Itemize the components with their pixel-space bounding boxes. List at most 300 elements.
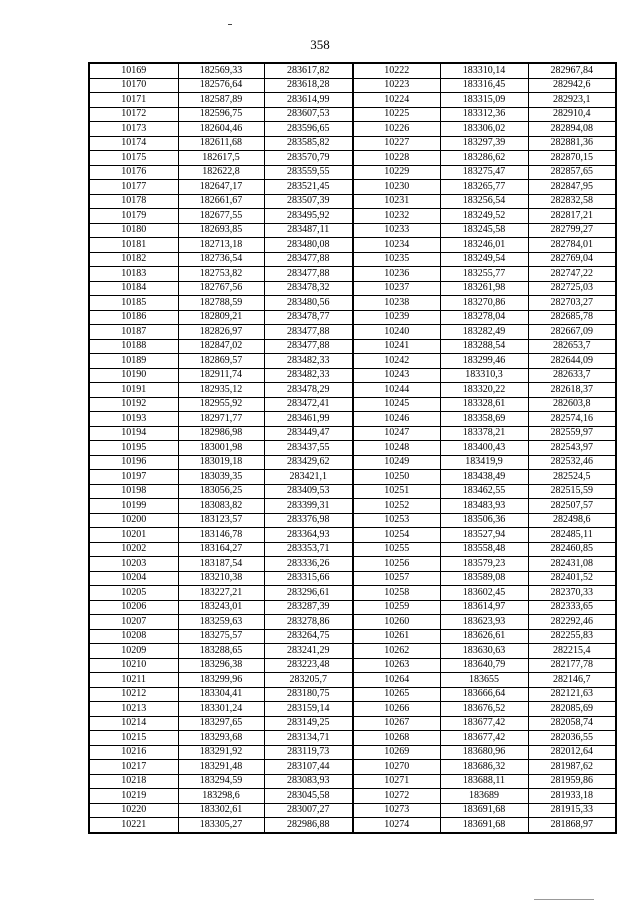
cell-point-number-right: 10230 — [353, 180, 440, 195]
cell-y-coordinate-left: 283449,47 — [264, 426, 353, 441]
cell-point-number-left: 10199 — [89, 499, 178, 514]
cell-y-coordinate-right: 282747,22 — [528, 267, 616, 282]
cell-point-number-right: 10257 — [353, 571, 440, 586]
cell-y-coordinate-left: 283399,31 — [264, 499, 353, 514]
cell-point-number-left: 10211 — [89, 673, 178, 688]
cell-x-coordinate-right: 183655 — [440, 673, 528, 688]
cell-y-coordinate-right: 282603,8 — [528, 397, 616, 412]
cell-point-number-left: 10170 — [89, 78, 178, 93]
cell-y-coordinate-left: 283264,75 — [264, 629, 353, 644]
cell-y-coordinate-right: 282121,63 — [528, 687, 616, 702]
cell-y-coordinate-left: 283570,79 — [264, 151, 353, 166]
cell-x-coordinate-left: 182788,59 — [178, 296, 264, 311]
cell-point-number-right: 10251 — [353, 484, 440, 499]
cell-x-coordinate-left: 182767,56 — [178, 281, 264, 296]
cell-point-number-right: 10264 — [353, 673, 440, 688]
cell-point-number-right: 10227 — [353, 136, 440, 151]
cell-point-number-left: 10190 — [89, 368, 178, 383]
cell-x-coordinate-left: 183297,65 — [178, 716, 264, 731]
cell-y-coordinate-left: 283278,86 — [264, 615, 353, 630]
cell-y-coordinate-right: 282644,09 — [528, 354, 616, 369]
cell-point-number-left: 10192 — [89, 397, 178, 412]
cell-y-coordinate-right: 282667,09 — [528, 325, 616, 340]
cell-y-coordinate-right: 282524,5 — [528, 470, 616, 485]
cell-y-coordinate-right: 282942,6 — [528, 78, 616, 93]
cell-point-number-left: 10215 — [89, 731, 178, 746]
table-row — [89, 209, 616, 224]
table-row — [89, 339, 616, 354]
cell-y-coordinate-right: 282784,01 — [528, 238, 616, 253]
cell-y-coordinate-left: 283482,33 — [264, 354, 353, 369]
cell-x-coordinate-right: 183265,77 — [440, 180, 528, 195]
cell-y-coordinate-right: 282574,16 — [528, 412, 616, 427]
cell-point-number-left: 10208 — [89, 629, 178, 644]
cell-point-number-right: 10274 — [353, 818, 440, 833]
cell-x-coordinate-right: 183299,46 — [440, 354, 528, 369]
cell-x-coordinate-right: 183306,02 — [440, 122, 528, 137]
table-row — [89, 499, 616, 514]
cell-point-number-left: 10197 — [89, 470, 178, 485]
cell-x-coordinate-left: 182604,46 — [178, 122, 264, 137]
table-row — [89, 93, 616, 108]
cell-point-number-left: 10194 — [89, 426, 178, 441]
cell-y-coordinate-left: 283315,66 — [264, 571, 353, 586]
cell-y-coordinate-right: 282618,37 — [528, 383, 616, 398]
cell-x-coordinate-right: 183623,93 — [440, 615, 528, 630]
cell-x-coordinate-left: 182986,98 — [178, 426, 264, 441]
cell-x-coordinate-left: 182809,21 — [178, 310, 264, 325]
table-body — [89, 63, 616, 833]
cell-y-coordinate-right: 282769,04 — [528, 252, 616, 267]
cell-x-coordinate-left: 182647,17 — [178, 180, 264, 195]
cell-point-number-left: 10185 — [89, 296, 178, 311]
cell-x-coordinate-right: 183626,61 — [440, 629, 528, 644]
cell-y-coordinate-left: 283045,58 — [264, 789, 353, 804]
cell-x-coordinate-right: 183686,32 — [440, 760, 528, 775]
cell-y-coordinate-right: 282633,7 — [528, 368, 616, 383]
cell-y-coordinate-right: 281868,97 — [528, 818, 616, 833]
cell-point-number-left: 10180 — [89, 223, 178, 238]
table-row — [89, 557, 616, 572]
table-row — [89, 528, 616, 543]
cell-x-coordinate-left: 183299,96 — [178, 673, 264, 688]
table-row — [89, 412, 616, 427]
cell-point-number-left: 10218 — [89, 774, 178, 789]
cell-x-coordinate-left: 182935,12 — [178, 383, 264, 398]
cell-y-coordinate-right: 281915,33 — [528, 803, 616, 818]
table-row — [89, 760, 616, 775]
cell-point-number-right: 10229 — [353, 165, 440, 180]
cell-point-number-right: 10254 — [353, 528, 440, 543]
cell-y-coordinate-right: 282923,1 — [528, 93, 616, 108]
cell-point-number-left: 10188 — [89, 339, 178, 354]
cell-y-coordinate-left: 283521,45 — [264, 180, 353, 195]
cell-x-coordinate-left: 182693,85 — [178, 223, 264, 238]
cell-point-number-left: 10182 — [89, 252, 178, 267]
cell-y-coordinate-right: 282431,08 — [528, 557, 616, 572]
cell-x-coordinate-left: 182617,5 — [178, 151, 264, 166]
table-row — [89, 818, 616, 833]
cell-point-number-right: 10269 — [353, 745, 440, 760]
table-row — [89, 470, 616, 485]
cell-y-coordinate-left: 283287,39 — [264, 600, 353, 615]
cell-x-coordinate-right: 183558,48 — [440, 542, 528, 557]
cell-x-coordinate-left: 183298,6 — [178, 789, 264, 804]
cell-y-coordinate-left: 283107,44 — [264, 760, 353, 775]
cell-point-number-right: 10236 — [353, 267, 440, 282]
cell-y-coordinate-left: 283421,1 — [264, 470, 353, 485]
cell-y-coordinate-left: 283617,82 — [264, 63, 353, 78]
cell-y-coordinate-left: 283618,28 — [264, 78, 353, 93]
cell-x-coordinate-right: 183688,11 — [440, 774, 528, 789]
cell-point-number-left: 10184 — [89, 281, 178, 296]
cell-x-coordinate-right: 183589,08 — [440, 571, 528, 586]
cell-y-coordinate-left: 283364,93 — [264, 528, 353, 543]
cell-point-number-right: 10248 — [353, 441, 440, 456]
table-row — [89, 151, 616, 166]
cell-y-coordinate-left: 283478,32 — [264, 281, 353, 296]
cell-point-number-right: 10247 — [353, 426, 440, 441]
table-row — [89, 629, 616, 644]
table-row — [89, 673, 616, 688]
table-row — [89, 165, 616, 180]
cell-y-coordinate-left: 283376,98 — [264, 513, 353, 528]
table-row — [89, 745, 616, 760]
cell-point-number-right: 10240 — [353, 325, 440, 340]
cell-x-coordinate-left: 182869,57 — [178, 354, 264, 369]
table-row — [89, 383, 616, 398]
cell-point-number-right: 10267 — [353, 716, 440, 731]
table-row — [89, 455, 616, 470]
cell-x-coordinate-right: 183261,98 — [440, 281, 528, 296]
cell-point-number-left: 10196 — [89, 455, 178, 470]
cell-point-number-right: 10233 — [353, 223, 440, 238]
cell-point-number-right: 10224 — [353, 93, 440, 108]
cell-point-number-left: 10217 — [89, 760, 178, 775]
cell-x-coordinate-left: 183243,01 — [178, 600, 264, 615]
cell-x-coordinate-left: 183019,18 — [178, 455, 264, 470]
cell-x-coordinate-left: 183210,38 — [178, 571, 264, 586]
cell-x-coordinate-left: 183288,65 — [178, 644, 264, 659]
cell-x-coordinate-right: 183677,42 — [440, 731, 528, 746]
table-row — [89, 600, 616, 615]
cell-point-number-left: 10195 — [89, 441, 178, 456]
cell-x-coordinate-left: 183302,61 — [178, 803, 264, 818]
table-row — [89, 658, 616, 673]
table-row — [89, 484, 616, 499]
scan-mark — [228, 24, 232, 25]
cell-point-number-right: 10262 — [353, 644, 440, 659]
cell-y-coordinate-left: 283478,77 — [264, 310, 353, 325]
table-row — [89, 731, 616, 746]
cell-y-coordinate-left: 283477,88 — [264, 325, 353, 340]
cell-y-coordinate-right: 282870,15 — [528, 151, 616, 166]
cell-point-number-left: 10186 — [89, 310, 178, 325]
cell-x-coordinate-left: 183301,24 — [178, 702, 264, 717]
cell-x-coordinate-left: 183304,41 — [178, 687, 264, 702]
cell-x-coordinate-left: 182753,82 — [178, 267, 264, 282]
cell-x-coordinate-left: 183296,38 — [178, 658, 264, 673]
cell-point-number-right: 10252 — [353, 499, 440, 514]
cell-point-number-right: 10259 — [353, 600, 440, 615]
table-row — [89, 644, 616, 659]
cell-y-coordinate-right: 282832,58 — [528, 194, 616, 209]
cell-x-coordinate-right: 183312,36 — [440, 107, 528, 122]
cell-y-coordinate-right: 282847,95 — [528, 180, 616, 195]
cell-point-number-right: 10235 — [353, 252, 440, 267]
cell-y-coordinate-left: 283477,88 — [264, 267, 353, 282]
cell-y-coordinate-right: 282058,74 — [528, 716, 616, 731]
cell-point-number-left: 10198 — [89, 484, 178, 499]
cell-point-number-right: 10260 — [353, 615, 440, 630]
cell-x-coordinate-right: 183320,22 — [440, 383, 528, 398]
table-row — [89, 267, 616, 282]
cell-point-number-left: 10171 — [89, 93, 178, 108]
cell-y-coordinate-left: 283336,26 — [264, 557, 353, 572]
table-row — [89, 296, 616, 311]
cell-y-coordinate-right: 282515,59 — [528, 484, 616, 499]
cell-y-coordinate-left: 283507,39 — [264, 194, 353, 209]
cell-y-coordinate-left: 283205,7 — [264, 673, 353, 688]
cell-x-coordinate-right: 183288,54 — [440, 339, 528, 354]
cell-y-coordinate-left: 282986,88 — [264, 818, 353, 833]
cell-y-coordinate-left: 283478,29 — [264, 383, 353, 398]
cell-y-coordinate-right: 282817,21 — [528, 209, 616, 224]
cell-x-coordinate-left: 183293,68 — [178, 731, 264, 746]
cell-point-number-left: 10172 — [89, 107, 178, 122]
cell-x-coordinate-right: 183286,62 — [440, 151, 528, 166]
table-row — [89, 107, 616, 122]
cell-point-number-left: 10175 — [89, 151, 178, 166]
cell-point-number-right: 10272 — [353, 789, 440, 804]
cell-x-coordinate-right: 183378,21 — [440, 426, 528, 441]
table-row — [89, 223, 616, 238]
cell-x-coordinate-left: 183039,35 — [178, 470, 264, 485]
cell-point-number-right: 10231 — [353, 194, 440, 209]
cell-point-number-right: 10226 — [353, 122, 440, 137]
cell-x-coordinate-left: 183294,59 — [178, 774, 264, 789]
cell-point-number-left: 10219 — [89, 789, 178, 804]
cell-x-coordinate-left: 182955,92 — [178, 397, 264, 412]
cell-point-number-right: 10238 — [353, 296, 440, 311]
cell-x-coordinate-right: 183282,49 — [440, 325, 528, 340]
cell-y-coordinate-left: 283482,33 — [264, 368, 353, 383]
cell-point-number-right: 10244 — [353, 383, 440, 398]
cell-point-number-right: 10266 — [353, 702, 440, 717]
cell-x-coordinate-left: 183083,82 — [178, 499, 264, 514]
cell-y-coordinate-right: 282333,65 — [528, 600, 616, 615]
cell-point-number-left: 10204 — [89, 571, 178, 586]
cell-y-coordinate-left: 283495,92 — [264, 209, 353, 224]
cell-x-coordinate-left: 183146,78 — [178, 528, 264, 543]
cell-point-number-right: 10270 — [353, 760, 440, 775]
cell-y-coordinate-left: 283614,99 — [264, 93, 353, 108]
table-row — [89, 687, 616, 702]
cell-y-coordinate-left: 283134,71 — [264, 731, 353, 746]
cell-x-coordinate-left: 183305,27 — [178, 818, 264, 833]
cell-point-number-right: 10253 — [353, 513, 440, 528]
cell-x-coordinate-left: 182576,64 — [178, 78, 264, 93]
cell-x-coordinate-right: 183328,61 — [440, 397, 528, 412]
table-row — [89, 542, 616, 557]
cell-x-coordinate-left: 183227,21 — [178, 586, 264, 601]
table-row — [89, 325, 616, 340]
cell-point-number-right: 10263 — [353, 658, 440, 673]
cell-y-coordinate-left: 283461,99 — [264, 412, 353, 427]
cell-point-number-left: 10206 — [89, 600, 178, 615]
cell-x-coordinate-left: 183164,27 — [178, 542, 264, 557]
cell-point-number-right: 10256 — [353, 557, 440, 572]
cell-point-number-left: 10205 — [89, 586, 178, 601]
cell-x-coordinate-left: 183291,92 — [178, 745, 264, 760]
cell-x-coordinate-left: 183123,57 — [178, 513, 264, 528]
table-row — [89, 586, 616, 601]
cell-x-coordinate-right: 183630,63 — [440, 644, 528, 659]
cell-y-coordinate-left: 283429,62 — [264, 455, 353, 470]
cell-point-number-right: 10245 — [353, 397, 440, 412]
cell-point-number-left: 10193 — [89, 412, 178, 427]
cell-x-coordinate-left: 183291,48 — [178, 760, 264, 775]
cell-point-number-right: 10258 — [353, 586, 440, 601]
cell-x-coordinate-left: 182971,77 — [178, 412, 264, 427]
cell-x-coordinate-right: 183246,01 — [440, 238, 528, 253]
cell-x-coordinate-right: 183358,69 — [440, 412, 528, 427]
cell-point-number-left: 10207 — [89, 615, 178, 630]
cell-y-coordinate-left: 283180,75 — [264, 687, 353, 702]
cell-point-number-left: 10212 — [89, 687, 178, 702]
cell-x-coordinate-right: 183249,52 — [440, 209, 528, 224]
cell-x-coordinate-right: 183602,45 — [440, 586, 528, 601]
cell-point-number-left: 10174 — [89, 136, 178, 151]
cell-x-coordinate-right: 183270,86 — [440, 296, 528, 311]
cell-point-number-left: 10181 — [89, 238, 178, 253]
cell-y-coordinate-right: 282036,55 — [528, 731, 616, 746]
cell-y-coordinate-left: 283477,88 — [264, 252, 353, 267]
cell-x-coordinate-right: 183278,04 — [440, 310, 528, 325]
cell-y-coordinate-right: 282146,7 — [528, 673, 616, 688]
table-row — [89, 615, 616, 630]
cell-point-number-right: 10223 — [353, 78, 440, 93]
cell-x-coordinate-left: 182677,55 — [178, 209, 264, 224]
table-row — [89, 441, 616, 456]
cell-x-coordinate-left: 182713,18 — [178, 238, 264, 253]
cell-point-number-left: 10169 — [89, 63, 178, 78]
cell-y-coordinate-left: 283487,11 — [264, 223, 353, 238]
cell-y-coordinate-right: 282370,33 — [528, 586, 616, 601]
cell-point-number-right: 10246 — [353, 412, 440, 427]
cell-y-coordinate-right: 282177,78 — [528, 658, 616, 673]
cell-y-coordinate-left: 283149,25 — [264, 716, 353, 731]
cell-x-coordinate-left: 183275,57 — [178, 629, 264, 644]
cell-point-number-right: 10255 — [353, 542, 440, 557]
cell-y-coordinate-left: 283596,65 — [264, 122, 353, 137]
table-row — [89, 571, 616, 586]
cell-x-coordinate-right: 183666,64 — [440, 687, 528, 702]
cell-y-coordinate-left: 283353,71 — [264, 542, 353, 557]
cell-y-coordinate-right: 282543,97 — [528, 441, 616, 456]
cell-y-coordinate-left: 283477,88 — [264, 339, 353, 354]
cell-point-number-right: 10228 — [353, 151, 440, 166]
cell-x-coordinate-left: 182611,68 — [178, 136, 264, 151]
table-row — [89, 354, 616, 369]
cell-y-coordinate-right: 282799,27 — [528, 223, 616, 238]
cell-x-coordinate-left: 182661,67 — [178, 194, 264, 209]
cell-point-number-left: 10200 — [89, 513, 178, 528]
table-row — [89, 122, 616, 137]
table-row — [89, 252, 616, 267]
cell-y-coordinate-right: 282653,7 — [528, 339, 616, 354]
cell-y-coordinate-right: 282507,57 — [528, 499, 616, 514]
cell-point-number-right: 10249 — [353, 455, 440, 470]
cell-y-coordinate-left: 283409,53 — [264, 484, 353, 499]
table-row — [89, 238, 616, 253]
cell-y-coordinate-right: 282085,69 — [528, 702, 616, 717]
cell-x-coordinate-right: 183689 — [440, 789, 528, 804]
cell-point-number-left: 10179 — [89, 209, 178, 224]
cell-point-number-left: 10176 — [89, 165, 178, 180]
table-row — [89, 513, 616, 528]
cell-x-coordinate-right: 183506,36 — [440, 513, 528, 528]
cell-x-coordinate-right: 183676,52 — [440, 702, 528, 717]
table-row — [89, 803, 616, 818]
cell-point-number-left: 10187 — [89, 325, 178, 340]
cell-point-number-right: 10225 — [353, 107, 440, 122]
table-row — [89, 63, 616, 78]
cell-point-number-right: 10222 — [353, 63, 440, 78]
cell-point-number-left: 10203 — [89, 557, 178, 572]
cell-x-coordinate-left: 183056,25 — [178, 484, 264, 499]
cell-y-coordinate-left: 283241,29 — [264, 644, 353, 659]
table-row — [89, 426, 616, 441]
cell-y-coordinate-left: 283480,56 — [264, 296, 353, 311]
table-row — [89, 368, 616, 383]
cell-x-coordinate-right: 183310,3 — [440, 368, 528, 383]
cell-point-number-right: 10250 — [353, 470, 440, 485]
cell-x-coordinate-right: 183614,97 — [440, 600, 528, 615]
cell-point-number-right: 10232 — [353, 209, 440, 224]
cell-y-coordinate-right: 282967,84 — [528, 63, 616, 78]
cell-y-coordinate-right: 282559,97 — [528, 426, 616, 441]
cell-x-coordinate-right: 183256,54 — [440, 194, 528, 209]
cell-x-coordinate-right: 183275,47 — [440, 165, 528, 180]
cell-point-number-left: 10210 — [89, 658, 178, 673]
table-row — [89, 310, 616, 325]
cell-y-coordinate-right: 282685,78 — [528, 310, 616, 325]
cell-y-coordinate-left: 283559,55 — [264, 165, 353, 180]
cell-point-number-right: 10271 — [353, 774, 440, 789]
cell-x-coordinate-right: 183255,77 — [440, 267, 528, 282]
cell-point-number-left: 10173 — [89, 122, 178, 137]
cell-point-number-right: 10242 — [353, 354, 440, 369]
cell-x-coordinate-right: 183677,42 — [440, 716, 528, 731]
cell-y-coordinate-right: 282292,46 — [528, 615, 616, 630]
cell-x-coordinate-right: 183640,79 — [440, 658, 528, 673]
cell-x-coordinate-right: 183691,68 — [440, 803, 528, 818]
table-row — [89, 194, 616, 209]
cell-point-number-left: 10216 — [89, 745, 178, 760]
cell-x-coordinate-right: 183249,54 — [440, 252, 528, 267]
cell-x-coordinate-right: 183579,23 — [440, 557, 528, 572]
cell-point-number-right: 10239 — [353, 310, 440, 325]
cell-x-coordinate-left: 182911,74 — [178, 368, 264, 383]
cell-point-number-left: 10178 — [89, 194, 178, 209]
cell-y-coordinate-left: 283119,73 — [264, 745, 353, 760]
table-row — [89, 774, 616, 789]
cell-x-coordinate-right: 183315,09 — [440, 93, 528, 108]
cell-x-coordinate-right: 183316,45 — [440, 78, 528, 93]
cell-y-coordinate-left: 283607,53 — [264, 107, 353, 122]
cell-x-coordinate-right: 183419,9 — [440, 455, 528, 470]
